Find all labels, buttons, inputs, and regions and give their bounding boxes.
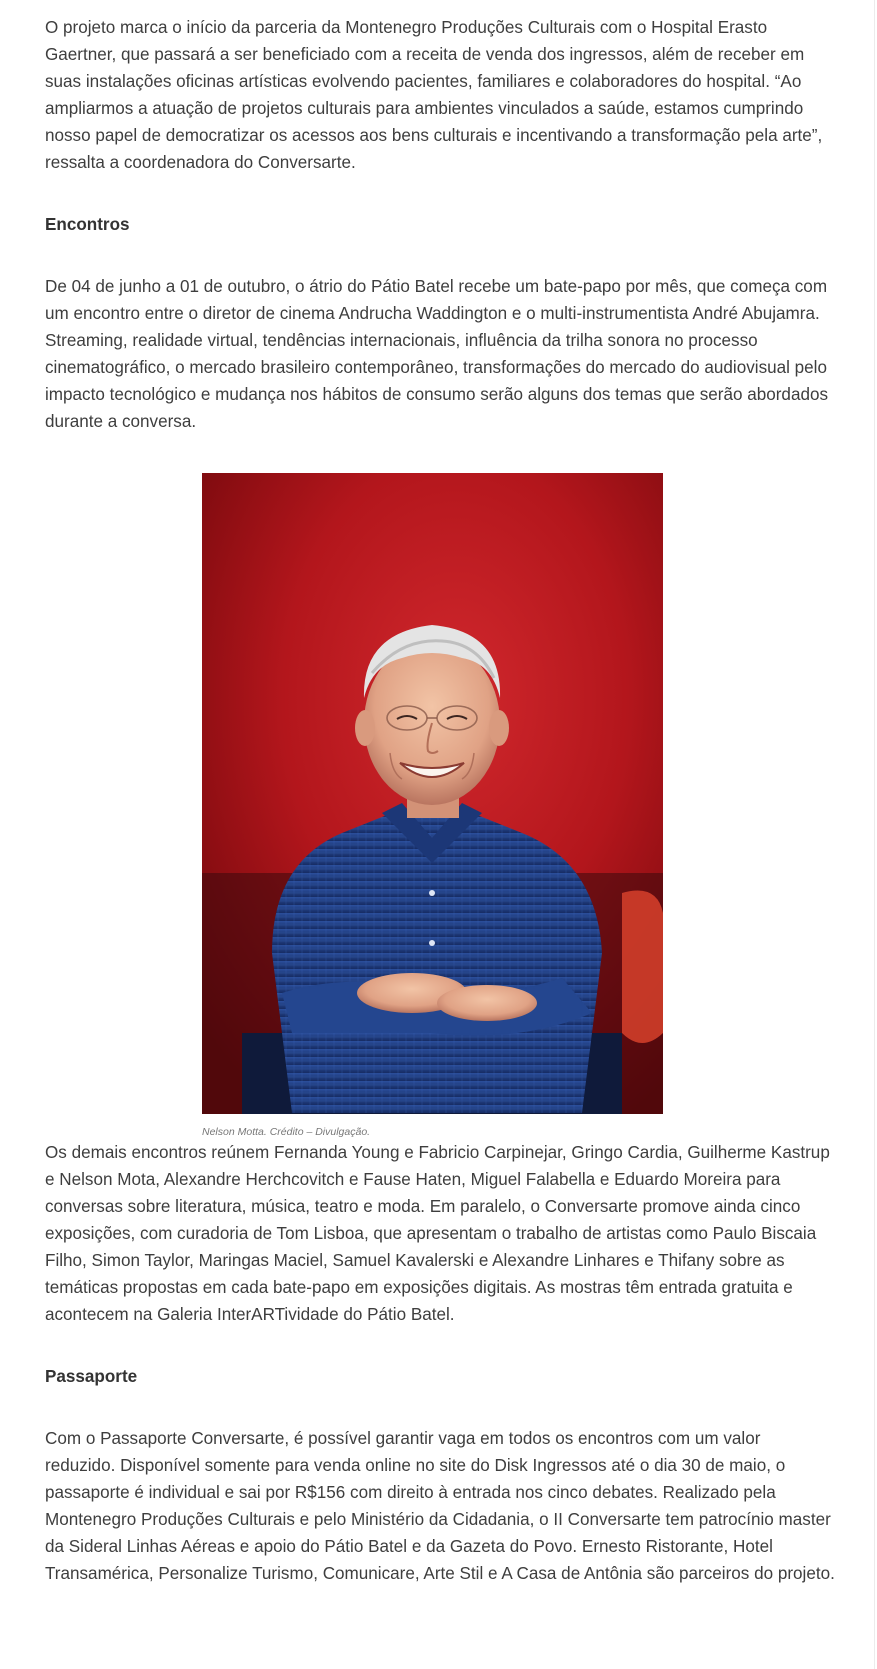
page-right-border — [874, 0, 875, 1669]
heading-passaporte: Passaporte — [45, 1367, 138, 1386]
paragraph-passaporte: Com o Passaporte Conversarte, é possível garantir vaga em todos os encontros com um valor reduzido. Disponível somente para venda online no site do Disk Ingressos até o dia 30 de maio, o passaporte é individual e sai por R$156 com direito à entrada nos cinco debates. Realizado pela Montenegro Produções Culturais e pelo Ministério da Cidadania, o II Conversarte tem patrocínio master da Sideral Linhas Aéreas e apoio do Pátio Batel e da Gazeta do Povo. Ernesto Ristorante, Hotel Transamérica, Personalize Turismo, Comunicare, Arte Stil e A Casa de Antônia são parceiros do projeto. — [45, 1429, 835, 1583]
figure-portrait — [45, 473, 835, 1139]
portrait-photo — [202, 473, 663, 1114]
portrait-illustration — [202, 473, 663, 1114]
article-body — [45, 14, 835, 1587]
paragraph-demais: Os demais encontros reúnem Fernanda Young e Fabricio Carpinejar, Gringo Cardia, Guilherme Kastrup e Nelson Mota, Alexandre Herchcovitch e Fause Haten, Miguel Falabella e Eduardo Moreira para conversas sobre literatura, música, teatro e moda. Em paralelo, o Conversarte promove ainda cinco exposições, com curadoria de Tom Lisboa, que apresentam o trabalho de artistas como Paulo Biscaia Filho, Simon Taylor, Maringas Maciel, Samuel Kavalerski e Alexandre Linhares e Thifany sobre as temáticas propostas em cada bate-papo em exposições digitais. As mostras têm entrada gratuita e acontecem na Galeria InterARTividade do Pátio Batel. — [45, 1143, 830, 1324]
paragraph-encontros: De 04 de junho a 01 de outubro, o átrio do Pátio Batel recebe um bate-papo por mês, que começa com um encontro entre o diretor de cinema Andrucha Waddington e o multi-instrumentista André Abujamra. Streaming, realidade virtual, tendências internacionais, influência da trilha sonora no processo cinematográfico, o mercado brasileiro contemporâneo, transformações do mercado do audiovisual pelo impacto tecnológico e mudança nos hábitos de consumo serão alguns dos temas que serão abordados durante a conversa. — [45, 277, 829, 431]
heading-encontros: Encontros — [45, 215, 130, 234]
portrait-caption: Nelson Motta. Crédito – Divulgação. — [202, 1126, 371, 1138]
paragraph-intro: O projeto marca o início da parceria da Montenegro Produções Culturais com o Hospital Erasto Gaertner, que passará a ser beneficiado com a receita de venda dos ingressos, além de receber em suas instalações oficinas artísticas evolvendo pacientes, familiares e colaboradores do hospital. “Ao ampliarmos a atuação de projetos culturais para ambientes vinculados a saúde, estamos cumprindo nosso papel de democratizar os acessos aos bens culturais e incentivando a transformação pela arte”, ressalta a coordenadora do Conversarte. — [45, 18, 823, 172]
